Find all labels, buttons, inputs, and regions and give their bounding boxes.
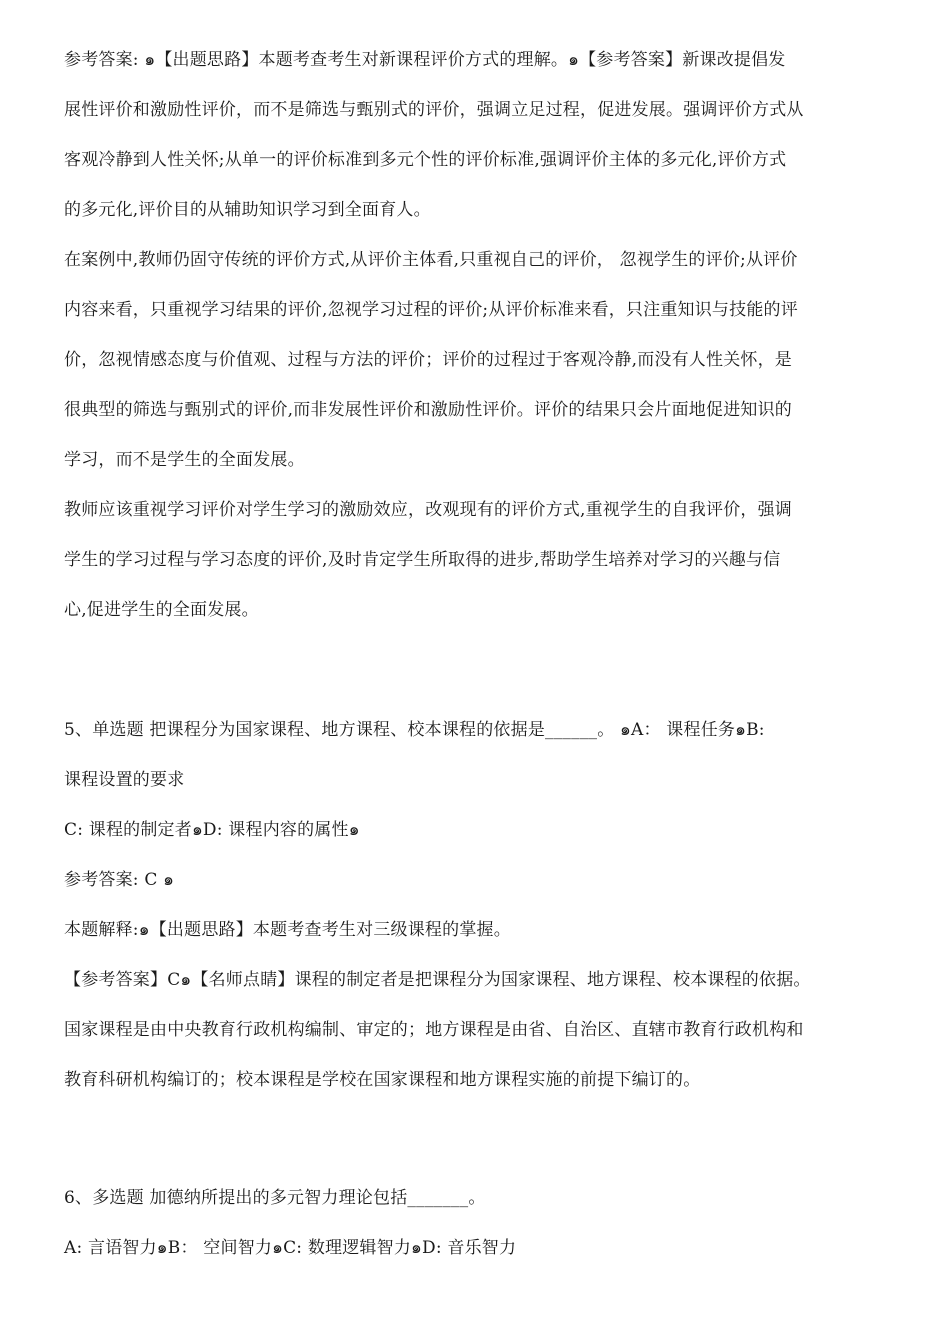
suggestion-line-3: 心,促进学生的全面发展。 — [64, 600, 259, 620]
question-5-detail-line-2: 教育科研机构编订的；校本课程是学校在国家课程和地方课程实施的前提下编订的。 — [64, 1070, 701, 1090]
suggestion-line-1: 教师应该重视学习评价对学生学习的激励效应，改观现有的评价方式,重视学生的自我评价，强调 — [64, 500, 793, 520]
question-5-options-cd: C: 课程的制定者๑D: 课程内容的属性๑ — [64, 820, 360, 840]
answer-line-4: 的多元化,评价目的从辅助知识学习到全面育人。 — [64, 200, 431, 220]
question-5-answer: 参考答案: C ๑ — [64, 870, 175, 890]
question-5-detail-line-1: 国家课程是由中央教育行政机构编制、审定的；地方课程是由省、自治区、直辖市教育行政机构和 — [64, 1020, 804, 1040]
suggestion-line-2: 学生的学习过程与学习态度的评价,及时肯定学生所取得的进步,帮助学生培养对学习的兴趣与信 — [64, 550, 781, 570]
case-analysis-line-3: 价，忽视情感态度与价值观、过程与方法的评价；评价的过程过于客观冷静,而没有人性关怀，是 — [64, 350, 793, 370]
case-analysis-line-1: 在案例中,教师仍固守传统的评价方式,从评价主体看,只重视自己的评价， 忽视学生的评价;从评价 — [64, 250, 798, 270]
case-analysis-line-5: 学习，而不是学生的全面发展。 — [64, 450, 305, 470]
question-6-stem: 6、多选题 加德纳所提出的多元智力理论包括_______。 — [64, 1188, 486, 1208]
question-5-explanation: 本题解释:๑【出题思路】本题考查考生对三级课程的掌握。 — [64, 920, 511, 940]
question-5-option-b-cont: 课程设置的要求 — [64, 770, 185, 790]
case-analysis-line-2: 内容来看，只重视学习结果的评价,忽视学习过程的评价;从评价标准来看，只注重知识与技能的评 — [64, 300, 798, 320]
question-5-stem: 5、单选题 把课程分为国家课程、地方课程、校本课程的依据是______。 ๑A： 课程任务๑B: — [64, 720, 765, 740]
question-6-options: A: 言语智力๑B： 空间智力๑C: 数理逻辑智力๑D: 音乐智力 — [64, 1238, 517, 1258]
answer-line-2: 展性评价和激励性评价，而不是筛选与甄别式的评价，强调立足过程，促进发展。强调评价方式从 — [64, 100, 804, 120]
question-5-reference-answer: 【参考答案】C๑【名师点睛】课程的制定者是把课程分为国家课程、地方课程、校本课程的依据。 — [64, 970, 811, 990]
answer-line-3: 客观冷静到人性关怀;从单一的评价标准到多元个性的评价标准,强调评价主体的多元化,评价方式 — [64, 150, 787, 170]
case-analysis-line-4: 很典型的筛选与甄别式的评价,而非发展性评价和激励性评价。评价的结果只会片面地促进知识的 — [64, 400, 793, 420]
answer-line-1: 参考答案: ๑【出题思路】本题考查考生对新课程评价方式的理解。๑【参考答案】新课改提倡发 — [64, 50, 786, 70]
